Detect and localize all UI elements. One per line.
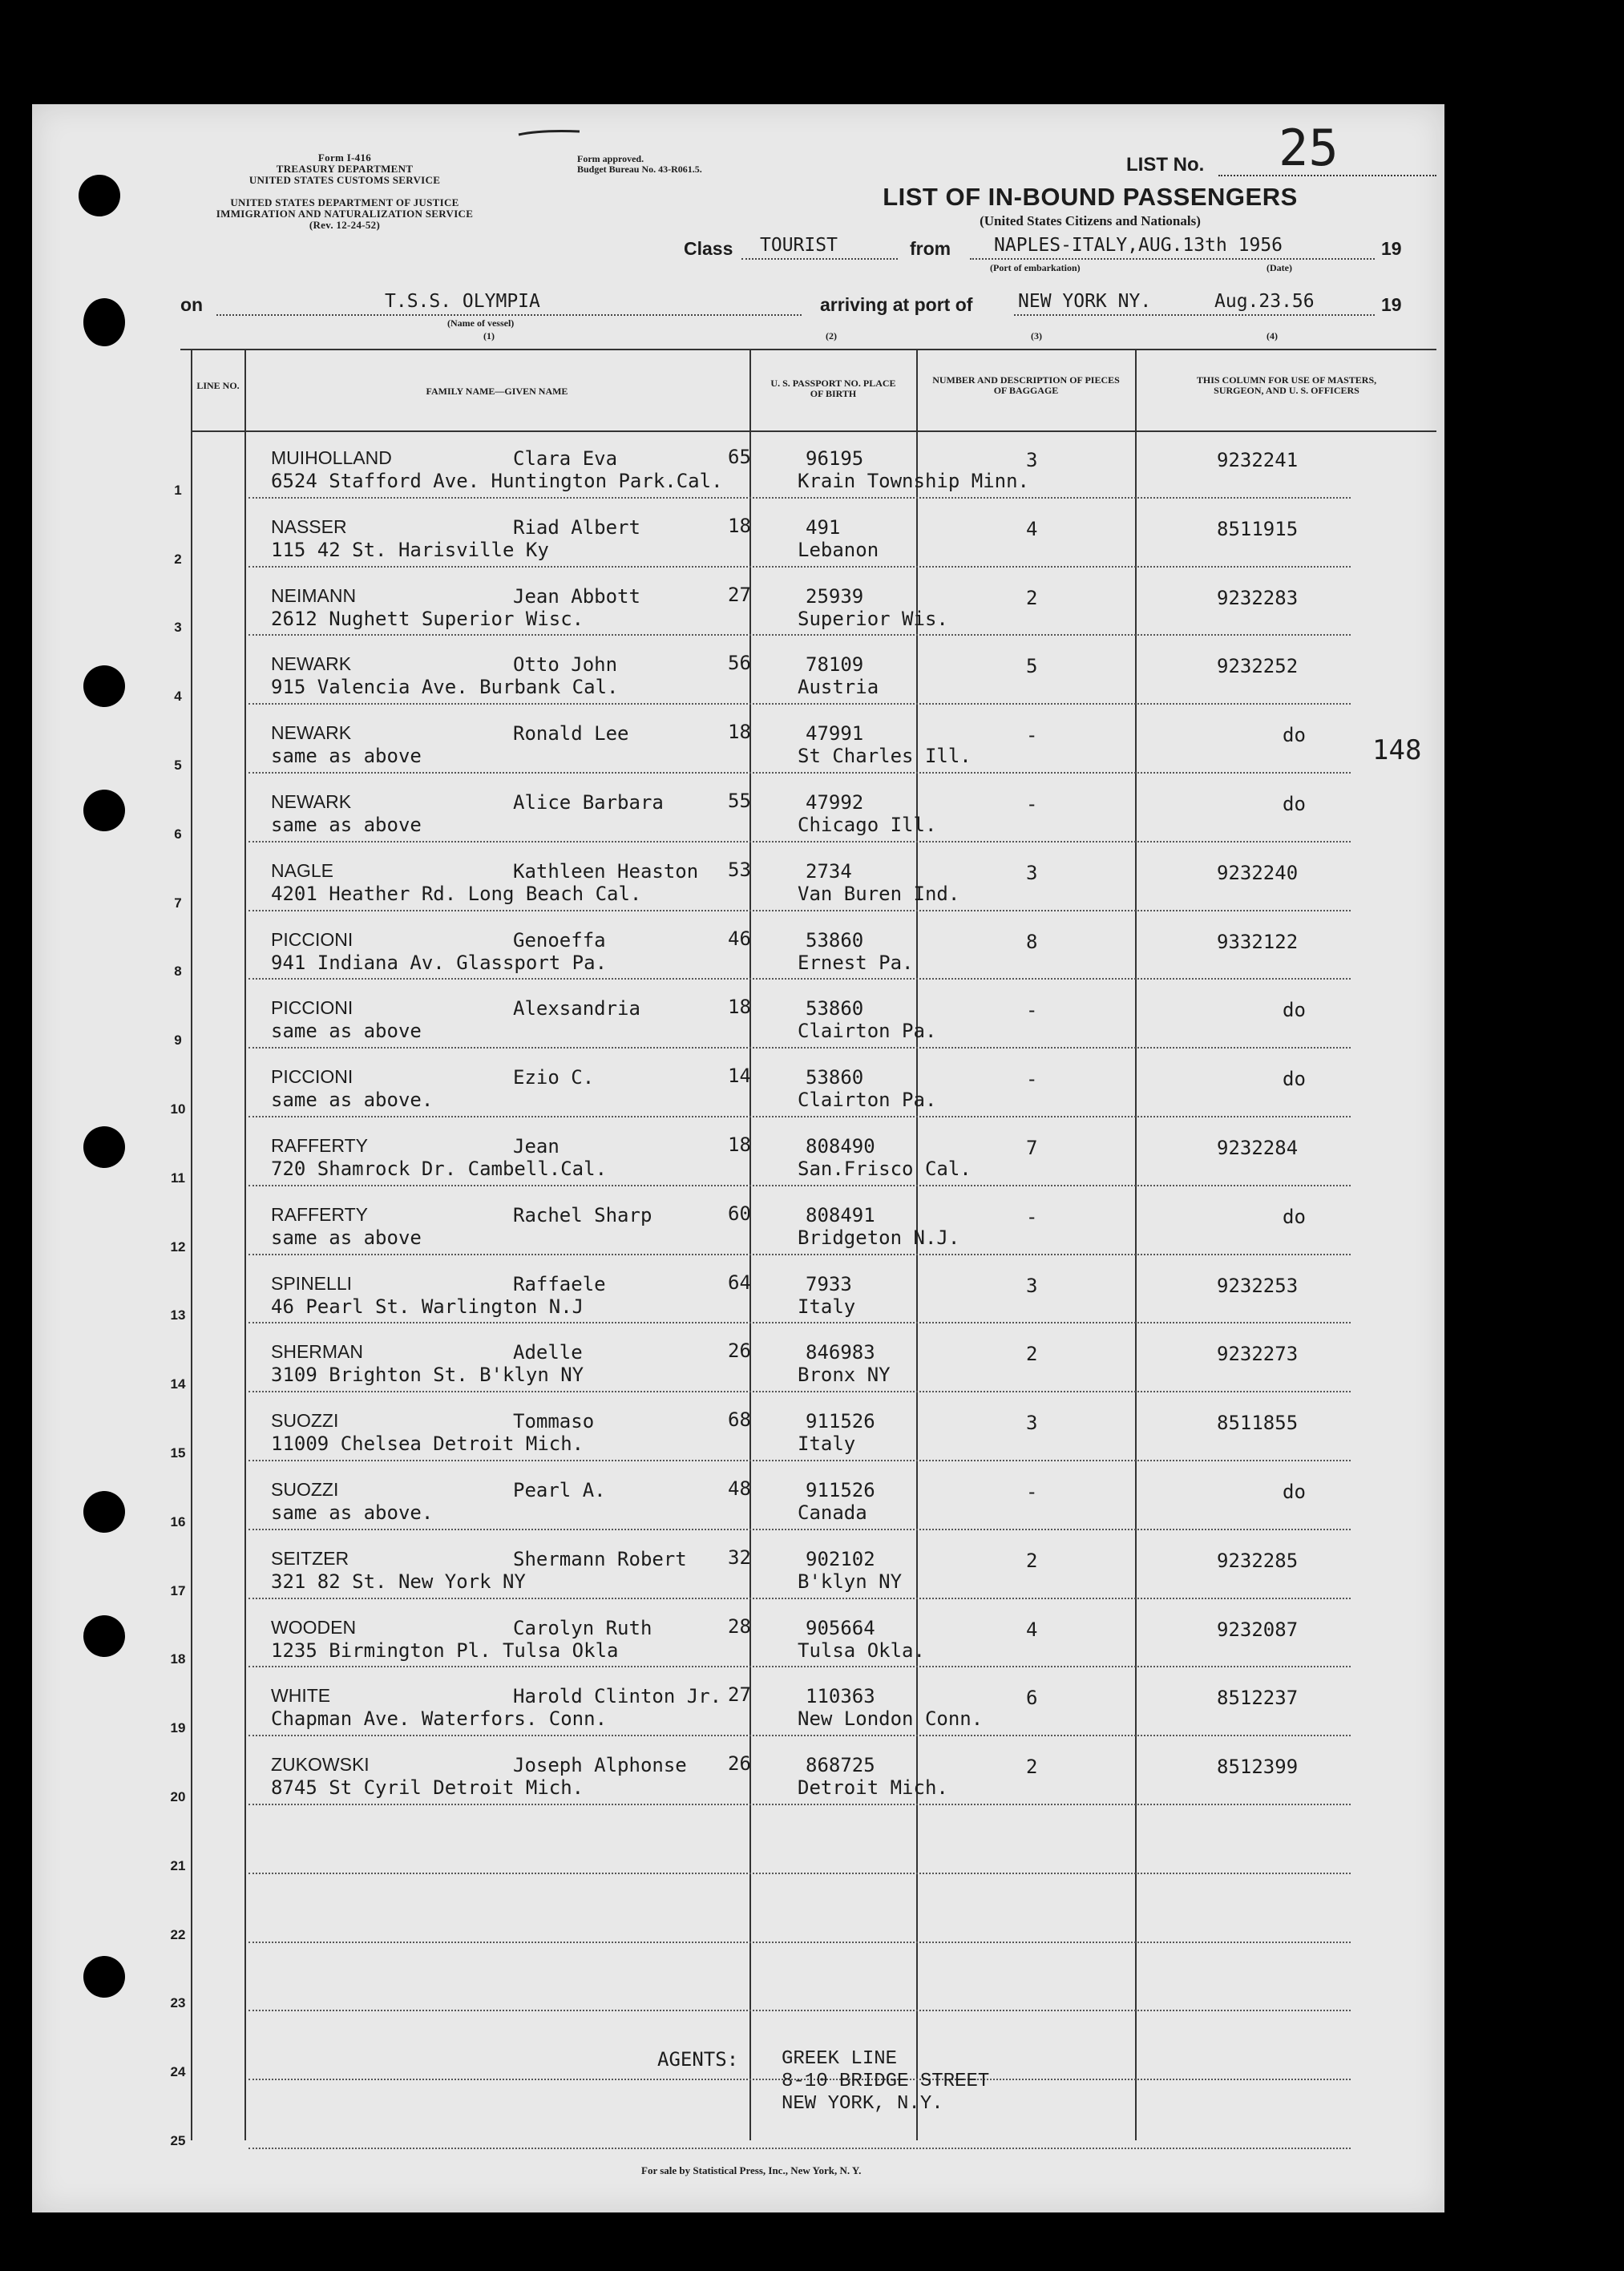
table-row (32, 1740, 1444, 1808)
passport-number: 78109 (806, 653, 864, 677)
officer-number: do (1283, 724, 1306, 747)
age: 18 (728, 996, 751, 1019)
address: same as above (271, 1020, 422, 1043)
baggage-count: 8 (1026, 930, 1038, 953)
vessel-underline (216, 314, 802, 316)
place-of-birth: Tulsa Okla. (798, 1639, 925, 1662)
passport-number: 902102 (806, 1547, 875, 1570)
family-name: SUOZZI (271, 1410, 339, 1432)
place-of-birth: San.Frisco Cal. (798, 1158, 972, 1180)
binder-hole (83, 1491, 125, 1533)
approved-line: Form approved. (577, 153, 644, 164)
line-number: 24 (170, 2064, 186, 2080)
family-name: SUOZZI (271, 1479, 339, 1500)
binder-hole (83, 1126, 125, 1168)
address: same as above (271, 1226, 422, 1249)
passport-number: 846983 (806, 1341, 875, 1364)
budget-bureau-line: Budget Bureau No. 43-R061.5. (577, 164, 702, 175)
line-number: 8 (174, 964, 182, 980)
family-name: NEWARK (271, 722, 352, 744)
table-row (32, 1327, 1444, 1396)
passport-number: 110363 (806, 1685, 875, 1708)
line-number: 6 (174, 826, 182, 842)
address: 720 Shamrock Dr. Cambell.Cal. (271, 1158, 608, 1180)
place-of-birth: Italy (798, 1433, 856, 1456)
family-name: RAFFERTY (271, 1203, 368, 1225)
line-number: 7 (174, 895, 182, 911)
line-number: 4 (174, 689, 182, 705)
row-separator (248, 703, 1351, 705)
address: 6524 Stafford Ave. Huntington Park.Cal. (271, 470, 723, 492)
passport-number: 905664 (806, 1616, 875, 1639)
passport-number: 808490 (806, 1135, 875, 1158)
given-name: Riad Albert (513, 515, 640, 539)
officer-number: 9232241 (1217, 449, 1299, 471)
col-header-name: FAMILY NAME—GIVEN NAME (426, 386, 568, 397)
table-top-border (180, 349, 1436, 350)
officer-number: 8511915 (1217, 517, 1299, 540)
table-row (32, 1190, 1444, 1259)
row-separator (248, 1116, 1351, 1117)
passport-number: 47992 (806, 791, 864, 814)
line-number: 12 (170, 1239, 186, 1255)
given-name: Harold Clinton Jr. (513, 1685, 722, 1708)
family-name: WHITE (271, 1685, 331, 1707)
line-number: 21 (170, 1857, 186, 1873)
on-label: on (180, 294, 204, 315)
treasury-dept: TREASURY DEPARTMENT (276, 163, 414, 175)
table-row (32, 915, 1444, 984)
age: 27 (728, 583, 751, 606)
address: same as above (271, 745, 422, 768)
address: 321 82 St. New York NY (271, 1570, 526, 1593)
binder-hole (79, 175, 120, 216)
place-of-birth: Superior Wis. (798, 607, 948, 630)
line-number: 23 (170, 1995, 186, 2011)
place-of-birth: Van Buren Ind. (798, 882, 960, 905)
family-name: WOODEN (271, 1616, 357, 1638)
col-header-passport: U. S. PASSPORT NO. PLACE OF BIRTH (770, 378, 896, 399)
officer-number: do (1283, 1205, 1306, 1228)
table-row (32, 1121, 1444, 1190)
arriving-label: arriving at port of (820, 294, 973, 315)
officer-number: 9232087 (1217, 1618, 1299, 1641)
line-number: 13 (170, 1307, 186, 1323)
age: 68 (728, 1408, 751, 1432)
table-row (32, 1534, 1444, 1602)
address: 115 42 St. Harisville Ky (271, 538, 549, 561)
baggage-count: 6 (1026, 1687, 1038, 1710)
table-row (32, 708, 1444, 777)
row-separator (248, 1460, 1351, 1461)
line-number: 22 (170, 1926, 186, 1942)
officer-number: 9232283 (1217, 586, 1299, 609)
row-separator (248, 1735, 1351, 1736)
baggage-count: 4 (1026, 517, 1038, 540)
age: 56 (728, 652, 751, 675)
family-name: MUIHOLLAND (271, 447, 392, 468)
officer-number: 9232252 (1217, 655, 1299, 678)
given-name: Kathleen Heaston (513, 859, 699, 883)
row-separator (248, 1254, 1351, 1255)
place-of-birth: Chicago Ill. (798, 814, 937, 836)
officer-number: 9232240 (1217, 861, 1299, 884)
row-separator (248, 2148, 1351, 2149)
given-name: Ezio C. (513, 1066, 595, 1089)
place-of-birth: B'klyn NY (798, 1570, 903, 1593)
given-name: Ronald Lee (513, 722, 629, 746)
given-name: Carolyn Ruth (513, 1616, 652, 1639)
agents-line-1: GREEK LINE (782, 2048, 898, 2070)
address: 46 Pearl St. Warlington N.J (271, 1295, 584, 1318)
agents-line-3: NEW YORK, N.Y. (782, 2093, 943, 2115)
line-number: 2 (174, 551, 182, 567)
row-separator (248, 1322, 1351, 1323)
row-separator (248, 978, 1351, 980)
officer-number: 8511855 (1217, 1412, 1299, 1435)
row-separator (248, 2010, 1351, 2011)
class-value: TOURIST (760, 235, 838, 256)
officer-number: 8512237 (1217, 1687, 1299, 1710)
table-row (32, 1877, 1444, 1946)
baggage-count: - (1026, 793, 1038, 815)
place-of-birth: Krain Township Minn. (798, 470, 1029, 492)
passport-number: 25939 (806, 584, 864, 608)
officer-number: do (1283, 793, 1306, 815)
officer-number: do (1283, 1068, 1306, 1091)
place-of-birth: Ernest Pa. (798, 951, 914, 974)
age: 26 (728, 1340, 751, 1363)
age: 28 (728, 1614, 751, 1638)
row-separator (248, 1529, 1351, 1530)
table-row (32, 1946, 1444, 2015)
passport-number: 491 (806, 515, 841, 539)
line-number: 11 (171, 1170, 185, 1186)
line-number: 1 (174, 482, 182, 498)
age: 32 (728, 1546, 751, 1569)
baggage-count: - (1026, 1481, 1038, 1503)
col-num-2: (2) (826, 330, 837, 341)
table-row (32, 1259, 1444, 1327)
place-of-birth: St Charles Ill. (798, 745, 972, 768)
given-name: Otto John (513, 653, 618, 677)
row-separator (248, 497, 1351, 499)
place-of-birth: Bridgeton N.J. (798, 1226, 960, 1249)
given-name: Shermann Robert (513, 1547, 687, 1570)
row-separator (248, 910, 1351, 911)
row-separator (248, 1047, 1351, 1049)
passport-number: 96195 (806, 447, 864, 470)
baggage-count: - (1026, 999, 1038, 1022)
arrival-underline (1014, 314, 1375, 316)
place-of-birth: Canada (798, 1501, 867, 1524)
baggage-count: 3 (1026, 449, 1038, 471)
table-row (32, 433, 1444, 502)
header-bottom-border (191, 430, 1436, 432)
family-name: NAGLE (271, 859, 333, 881)
officer-number: do (1283, 999, 1306, 1022)
place-of-birth: Italy (798, 1295, 856, 1318)
age: 18 (728, 514, 751, 537)
age: 53 (728, 858, 751, 881)
from-label: from (910, 238, 951, 259)
agents-label: AGENTS: (657, 2048, 739, 2071)
officer-number: 9232285 (1217, 1549, 1299, 1572)
given-name: Alice Barbara (513, 791, 664, 814)
passport-number: 911526 (806, 1410, 875, 1433)
table-row (32, 1396, 1444, 1465)
passport-number: 7933 (806, 1272, 852, 1295)
table-row (32, 1808, 1444, 1877)
from-underline (970, 258, 1375, 260)
baggage-count: 2 (1026, 586, 1038, 609)
footer-printer: For sale by Statistical Press, Inc., New York, N. Y. (641, 2164, 862, 2176)
passport-number: 808491 (806, 1203, 875, 1226)
col-header-baggage: NUMBER AND DESCRIPTION OF PIECES OF BAGGAGE (932, 374, 1120, 396)
row-separator (248, 1804, 1351, 1805)
given-name: Pearl A. (513, 1479, 606, 1501)
baggage-count: - (1026, 724, 1038, 747)
age: 18 (728, 1133, 751, 1156)
vessel-value: T.S.S. OLYMPIA (385, 291, 540, 312)
address: 2612 Nughett Superior Wisc. (271, 607, 584, 630)
family-name: PICCIONI (271, 928, 353, 950)
arrival-port: NEW YORK NY. (1018, 291, 1152, 312)
margin-note: 148 (1372, 734, 1422, 766)
row-separator (248, 1598, 1351, 1599)
table-row (32, 777, 1444, 846)
col-num-1: (1) (483, 330, 495, 341)
list-no-label: LIST No. (1126, 154, 1205, 176)
officer-number: 9332122 (1217, 930, 1299, 953)
binder-hole (83, 665, 125, 707)
table-row (32, 1671, 1444, 1740)
family-name: ZUKOWSKI (271, 1754, 370, 1776)
year-label-1: 19 (1381, 238, 1402, 259)
document-page (32, 104, 1444, 2212)
line-number: 3 (174, 620, 182, 636)
from-value: NAPLES-ITALY,AUG.13th 1956 (994, 235, 1283, 256)
address: 941 Indiana Av. Glassport Pa. (271, 951, 608, 974)
col-num-3: (3) (1031, 330, 1042, 341)
baggage-count: 2 (1026, 1756, 1038, 1779)
place-of-birth: New London Conn. (798, 1707, 984, 1731)
age: 64 (728, 1271, 751, 1294)
table-row (32, 502, 1444, 571)
address: 8745 St Cyril Detroit Mich. (271, 1776, 584, 1800)
binder-hole (83, 790, 125, 831)
table-row (32, 1465, 1444, 1534)
family-name: PICCIONI (271, 997, 353, 1019)
given-name: Adelle (513, 1341, 583, 1364)
binder-hole (83, 1956, 125, 1998)
binder-hole (83, 298, 125, 346)
family-name: NEWARK (271, 791, 352, 812)
address: 1235 Birmington Pl. Tulsa Okla (271, 1639, 619, 1662)
address: 11009 Chelsea Detroit Mich. (271, 1433, 584, 1456)
pen-mark (517, 128, 581, 136)
family-name: NEWARK (271, 653, 352, 675)
line-number: 9 (174, 1032, 182, 1049)
age: 65 (728, 446, 751, 468)
table-row (32, 571, 1444, 640)
form-approved (577, 154, 702, 175)
baggage-count: 3 (1026, 1412, 1038, 1435)
class-underline (741, 258, 898, 260)
line-number: 18 (170, 1651, 186, 1667)
place-of-birth: Clairton Pa. (798, 1089, 937, 1112)
baggage-count: - (1026, 1205, 1038, 1228)
arrival-date: Aug.23.56 (1214, 291, 1315, 312)
family-name: SPINELLI (271, 1272, 352, 1294)
address: 3109 Brighton St. B'klyn NY (271, 1364, 584, 1387)
address: same as above. (271, 1501, 434, 1524)
line-number: 19 (170, 1720, 186, 1736)
line-number: 10 (170, 1101, 186, 1117)
baggage-count: 4 (1026, 1618, 1038, 1641)
family-name: SHERMAN (271, 1341, 364, 1363)
table-row (32, 2083, 1444, 2152)
binder-hole (83, 1615, 125, 1657)
address: same as above (271, 814, 422, 836)
baggage-count: 7 (1026, 1137, 1038, 1159)
address: 915 Valencia Ave. Burbank Cal. (271, 676, 619, 699)
place-of-birth: Lebanon (798, 538, 879, 561)
passport-number: 53860 (806, 1066, 864, 1089)
age: 48 (728, 1477, 751, 1500)
table-row (32, 983, 1444, 1052)
officer-number: 9232253 (1217, 1274, 1299, 1297)
age: 46 (728, 927, 751, 950)
row-separator (248, 1666, 1351, 1667)
table-row (32, 639, 1444, 708)
address: 4201 Heather Rd. Long Beach Cal. (271, 882, 642, 905)
baggage-count: - (1026, 1068, 1038, 1091)
form-id: Form I-416 (317, 152, 372, 164)
place-of-birth: Detroit Mich. (798, 1776, 948, 1800)
vessel-caption: (Name of vessel) (447, 317, 515, 329)
col-num-4: (4) (1266, 330, 1278, 341)
given-name: Genoeffa (513, 928, 606, 952)
age: 27 (728, 1683, 751, 1707)
age: 55 (728, 790, 751, 812)
row-separator (248, 1185, 1351, 1186)
form-header (184, 152, 505, 231)
baggage-count: 3 (1026, 861, 1038, 884)
officer-number: 8512399 (1217, 1756, 1299, 1779)
passport-number: 911526 (806, 1479, 875, 1501)
given-name: Jean Abbott (513, 584, 640, 608)
passport-number: 2734 (806, 859, 852, 883)
table-row (32, 1052, 1444, 1121)
officer-number: 9232273 (1217, 1343, 1299, 1366)
age: 60 (728, 1202, 751, 1225)
page-title: LIST OF IN-BOUND PASSENGERS (883, 183, 1298, 211)
port-embarkation-caption: (Port of embarkation) (990, 262, 1081, 273)
year-label-2: 19 (1381, 294, 1402, 315)
age: 14 (728, 1065, 751, 1088)
table-row (32, 1602, 1444, 1671)
place-of-birth: Austria (798, 676, 879, 699)
row-separator (248, 1942, 1351, 1943)
revision: (Rev. 12-24-52) (309, 219, 381, 231)
row-separator (248, 772, 1351, 774)
officer-number: do (1283, 1481, 1306, 1503)
place-of-birth: Bronx NY (798, 1364, 891, 1387)
place-of-birth: Clairton Pa. (798, 1020, 937, 1043)
line-number: 5 (174, 757, 182, 773)
row-separator (248, 1873, 1351, 1874)
passport-number: 53860 (806, 997, 864, 1020)
given-name: Jean (513, 1135, 560, 1158)
given-name: Raffaele (513, 1272, 606, 1295)
given-name: Alexsandria (513, 997, 640, 1020)
row-separator (248, 1391, 1351, 1392)
age: 18 (728, 721, 751, 744)
row-separator (248, 566, 1351, 568)
address: Chapman Ave. Waterfors. Conn. (271, 1707, 608, 1731)
passport-number: 53860 (806, 928, 864, 952)
row-separator (248, 841, 1351, 843)
col-header-officers: THIS COLUMN FOR USE OF MASTERS, SURGEON, AND U. S. OFFICERS (1196, 374, 1377, 396)
date-caption: (Date) (1266, 262, 1292, 273)
family-name: NASSER (271, 515, 347, 537)
baggage-count: 3 (1026, 1274, 1038, 1297)
line-number: 20 (170, 1788, 186, 1804)
line-number: 25 (170, 2132, 186, 2148)
family-name: SEITZER (271, 1547, 349, 1569)
line-number: 17 (170, 1582, 186, 1598)
baggage-count: 5 (1026, 655, 1038, 678)
given-name: Tommaso (513, 1410, 595, 1433)
baggage-count: 2 (1026, 1343, 1038, 1366)
given-name: Rachel Sharp (513, 1203, 652, 1226)
family-name: PICCIONI (271, 1066, 353, 1088)
customs-service: UNITED STATES CUSTOMS SERVICE (248, 174, 441, 186)
row-separator (248, 634, 1351, 636)
address: same as above. (271, 1089, 434, 1112)
table-row (32, 846, 1444, 915)
given-name: Joseph Alphonse (513, 1754, 687, 1777)
line-number: 16 (170, 1513, 186, 1529)
family-name: RAFFERTY (271, 1135, 368, 1156)
line-number: 15 (170, 1445, 186, 1461)
class-label: Class (684, 238, 733, 259)
list-no-value: 25 (1279, 119, 1339, 177)
agents-line-2: 8-10 BRIDGE STREET (782, 2071, 990, 2092)
col-header-line: LINE NO. (196, 380, 240, 391)
age: 26 (728, 1752, 751, 1776)
passport-number: 47991 (806, 722, 864, 746)
passport-number: 868725 (806, 1754, 875, 1777)
family-name: NEIMANN (271, 584, 357, 606)
page-subtitle: (United States Citizens and Nationals) (980, 213, 1201, 228)
ins-service: IMMIGRATION AND NATURALIZATION SERVICE (216, 208, 474, 220)
justice-dept: UNITED STATES DEPARTMENT OF JUSTICE (230, 196, 459, 208)
title-block (882, 183, 1299, 229)
officer-number: 9232284 (1217, 1137, 1299, 1159)
given-name: Clara Eva (513, 447, 618, 470)
line-number: 14 (170, 1376, 186, 1392)
baggage-count: 2 (1026, 1549, 1038, 1572)
